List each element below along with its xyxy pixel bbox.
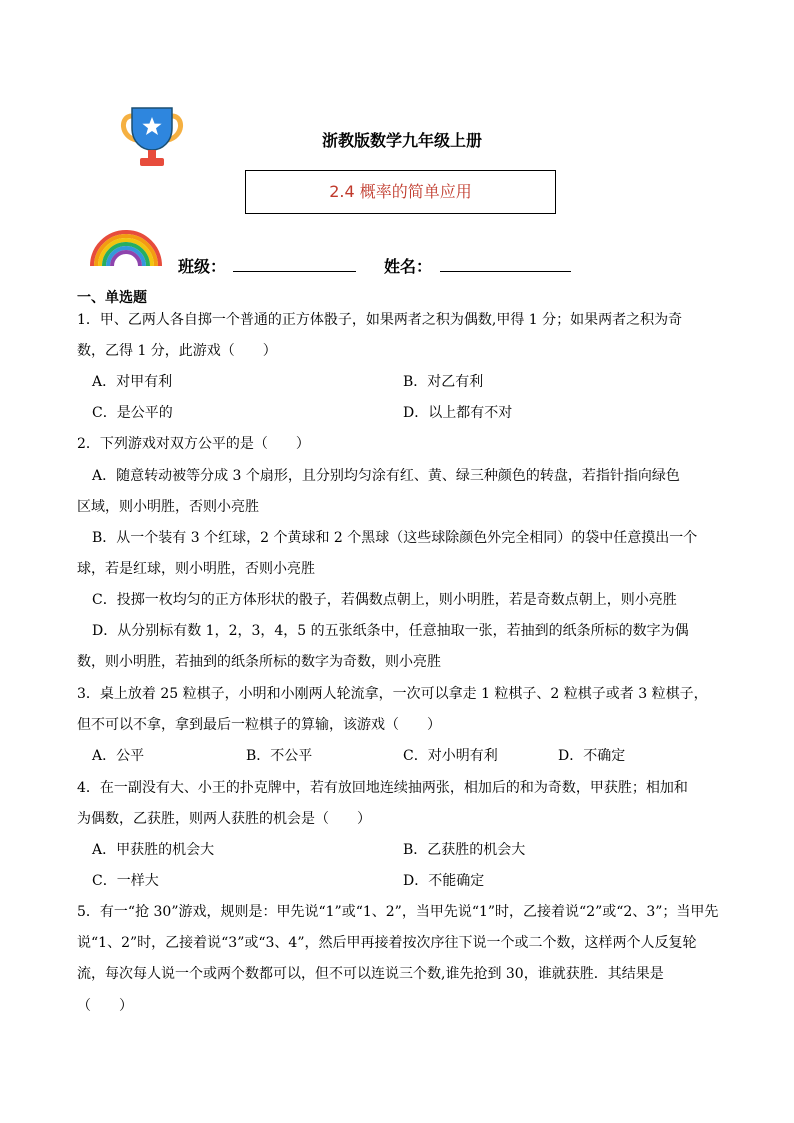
section-title: 一、单选题: [77, 290, 147, 306]
class-field[interactable]: [233, 271, 356, 272]
question-2-option-a[interactable]: A．随意转动被等分成 3 个扇形，且分别均匀涂有红、黄、绿三种颜色的转盘，若指针指向绿色: [92, 468, 680, 484]
rainbow-icon: [88, 224, 164, 268]
question-1-option-c[interactable]: C．是公平的: [92, 405, 173, 421]
lesson-title-box: 2.4 概率的简单应用: [245, 170, 556, 214]
question-1-option-d[interactable]: D．以上都有不对: [403, 405, 513, 421]
question-2-option-d-cont[interactable]: 数，则小明胜，若抽到的纸条所标的数字为奇数，则小亮胜: [77, 654, 441, 670]
document-title: 浙教版数学九年级上册: [321, 131, 482, 150]
question-3-option-d[interactable]: D．不确定: [558, 748, 626, 764]
question-3-line: 3．桌上放着 25 粒棋子，小明和小刚两人轮流拿，一次可以拿走 1 粒棋子、2 粒棋子或者 3 粒棋子，: [77, 686, 708, 702]
question-4-line: 4．在一副没有大、小王的扑克牌中，若有放回地连续抽两张，相加后的和为奇数，甲获胜；相加和: [77, 780, 688, 796]
question-2-line: 2．下列游戏对双方公平的是（ ）: [77, 436, 310, 452]
question-5-line: 5．有一“抢 30”游戏，规则是：甲先说“1”或“1、2”，当甲先说“1”时，乙接着说“2”或“2、3”；当甲先: [77, 904, 719, 920]
question-2-option-d[interactable]: D．从分别标有数 1，2，3，4，5 的五张纸条中，任意抽取一张，若抽到的纸条所标的数字为偶: [92, 623, 689, 639]
question-5-line: （ ）: [77, 998, 133, 1014]
question-3-option-b[interactable]: B．不公平: [246, 748, 313, 764]
question-5-line: 说“1、2”时，乙接着说“3”或“3、4”，然后甲再接着按次序往下说一个或二个数，这样两个人反复轮: [77, 935, 697, 951]
question-4-option-b[interactable]: B．乙获胜的机会大: [403, 842, 526, 858]
question-1-line: 数，乙得 1 分，此游戏（ ）: [77, 343, 277, 359]
question-4-option-c[interactable]: C．一样大: [92, 873, 159, 889]
question-2-option-c[interactable]: C．投掷一枚均匀的正方体形状的骰子，若偶数点朝上，则小明胜，若是奇数点朝上，则小亮胜: [92, 592, 677, 608]
question-1-option-a[interactable]: A．对甲有利: [92, 374, 173, 390]
class-label: 班级：: [178, 257, 227, 276]
name-label: 姓名：: [384, 257, 433, 276]
question-4-line: 为偶数，乙获胜，则两人获胜的机会是（ ）: [77, 811, 371, 827]
name-field[interactable]: [440, 271, 571, 272]
question-3-option-c[interactable]: C．对小明有利: [403, 748, 498, 764]
question-3-line: 但不可以不拿，拿到最后一粒棋子的算输，该游戏（ ）: [77, 717, 441, 733]
question-4-option-d[interactable]: D．不能确定: [403, 873, 485, 889]
question-1-option-b[interactable]: B．对乙有利: [403, 374, 484, 390]
question-3-option-a[interactable]: A．公平: [92, 748, 145, 764]
question-5-line: 流，每次每人说一个或两个数都可以，但不可以连说三个数,谁先抢到 30，谁就获胜．其结果是: [77, 966, 664, 982]
question-2-option-a-cont[interactable]: 区域，则小明胜，否则小亮胜: [77, 499, 259, 515]
question-2-option-b-cont[interactable]: 球，若是红球，则小明胜，否则小亮胜: [77, 561, 315, 577]
question-2-option-b[interactable]: B．从一个装有 3 个红球，2 个黄球和 2 个黑球（这些球除颜色外完全相同）的袋中任意摸出一个: [92, 530, 698, 546]
question-1-line: 1．甲、乙两人各自掷一个普通的正方体骰子，如果两者之积为偶数,甲得 1 分；如果两者之积为奇: [77, 312, 683, 328]
question-4-option-a[interactable]: A．甲获胜的机会大: [92, 842, 215, 858]
